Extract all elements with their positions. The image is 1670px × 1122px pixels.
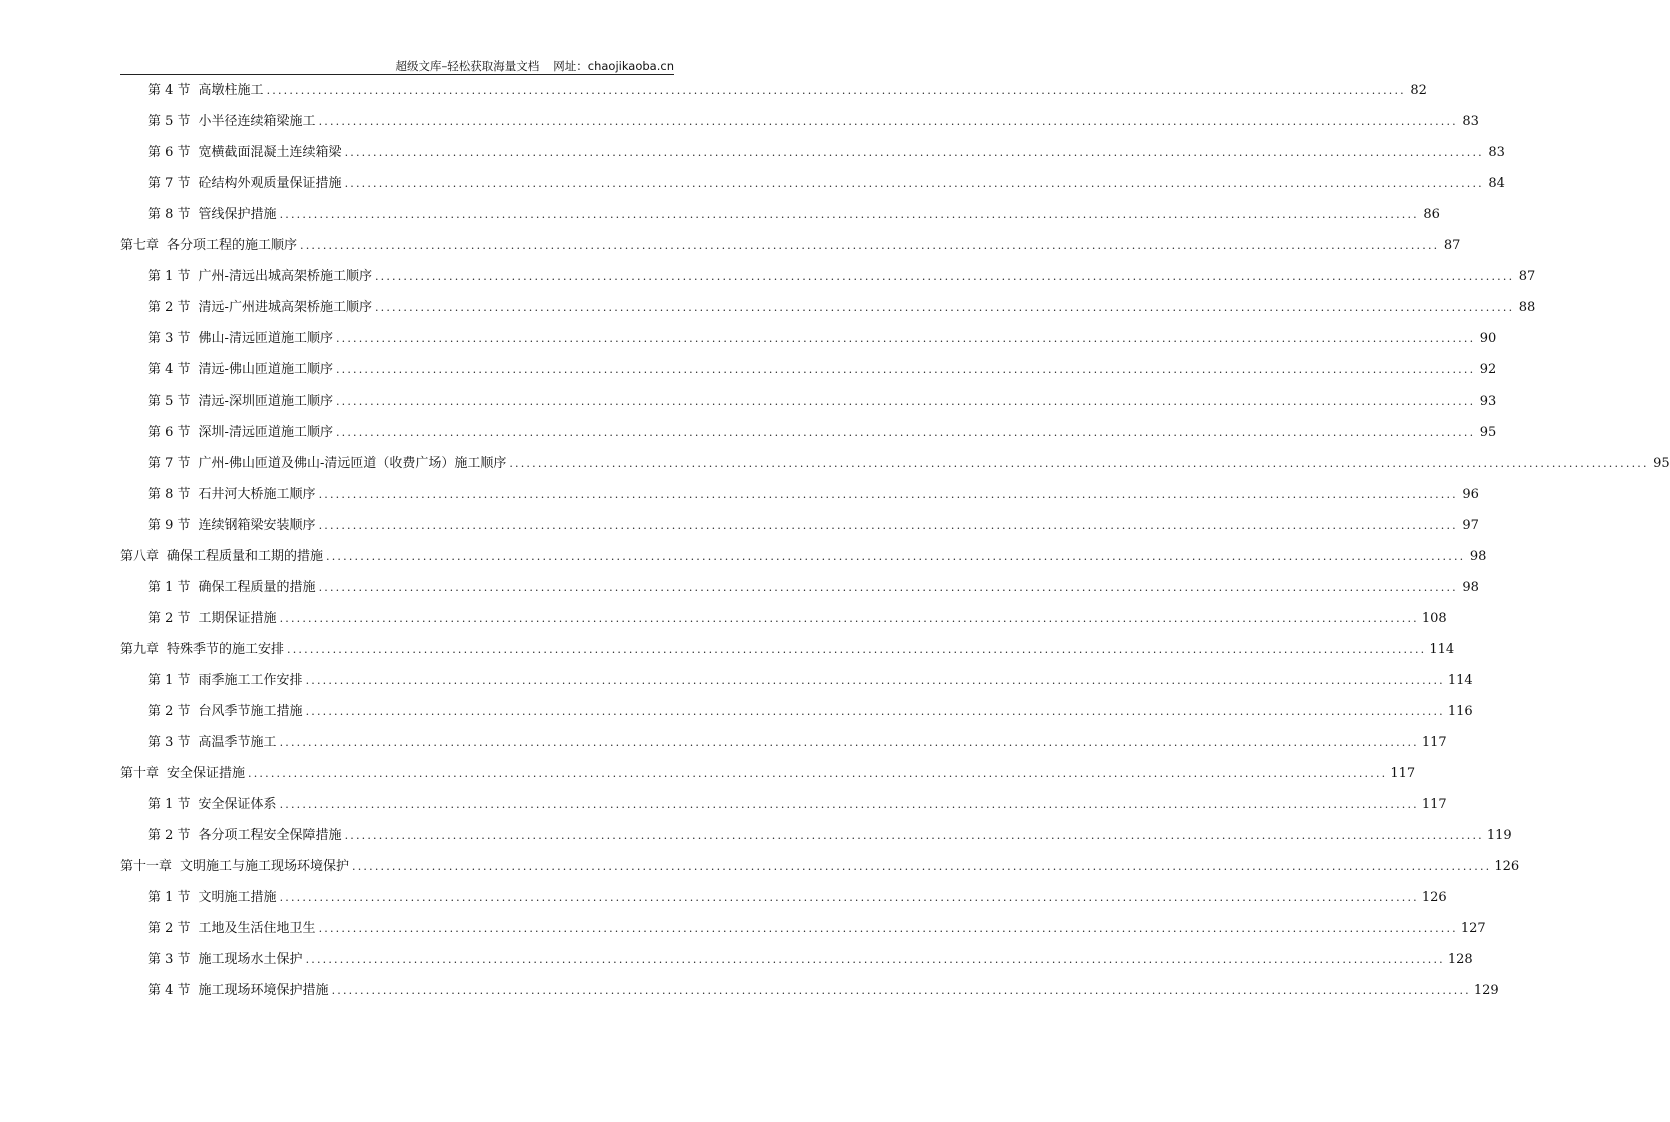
toc-entry-title: 确保工程质量的措施 [198, 579, 316, 595]
toc-entry-title: 小半径连续箱梁施工 [198, 114, 316, 130]
toc-entry-number: 第十一章 [120, 859, 173, 875]
toc-section-entry[interactable] [148, 732, 1447, 754]
toc-page-number: 92 [1479, 362, 1497, 378]
toc-entry-title: 广州-佛山匝道及佛山-清远匝道（收费广场）施工顺序 [198, 455, 507, 471]
toc-entry-title: 清远-深圳匝道施工顺序 [198, 393, 333, 409]
toc-chapter-entry[interactable] [120, 856, 1520, 878]
toc-entry-number: 第 1 节 [148, 269, 191, 285]
toc-entry-title: 广州-清远出城高架桥施工顺序 [198, 269, 372, 285]
toc-section-entry[interactable] [148, 80, 1427, 102]
toc-entry-number: 第 6 节 [148, 145, 191, 161]
header-divider [120, 74, 674, 75]
toc-entry-title: 各分项工程安全保障措施 [198, 828, 342, 844]
toc-entry-title: 雨季施工工作安排 [198, 672, 303, 688]
toc-dot-leader: ........................................................................................................................................................................................................ [279, 736, 1419, 750]
toc-page-number: 95 [1653, 455, 1670, 471]
toc-section-entry[interactable] [148, 825, 1512, 847]
toc-entry-number: 第 1 节 [148, 579, 191, 595]
toc-page-number: 117 [1421, 797, 1447, 813]
toc-section-entry[interactable] [148, 142, 1505, 164]
toc-entry-title: 工期保证措施 [198, 610, 277, 626]
toc-dot-leader: ........................................................................................................................................................................................................ [287, 642, 1427, 656]
toc-entry-number: 第 3 节 [148, 331, 191, 347]
toc-entry-title: 特殊季节的施工安排 [167, 641, 285, 657]
toc-page-number: 126 [1421, 890, 1447, 906]
header-site-name: 超级文库–轻松获取海量文档 [395, 59, 540, 73]
toc-entry-number: 第 9 节 [148, 517, 191, 533]
toc-entry-number: 第 5 节 [148, 393, 191, 409]
toc-page-number: 98 [1462, 579, 1479, 595]
toc-section-entry[interactable] [148, 577, 1479, 599]
toc-entry-number: 第 1 节 [148, 672, 191, 688]
toc-entry-title: 石井河大桥施工顺序 [198, 486, 316, 502]
toc-entry-number: 第 2 节 [148, 704, 191, 719]
toc-section-entry[interactable] [148, 701, 1473, 723]
toc-dot-leader: ........................................................................................................................................................................................................ [374, 270, 1515, 284]
toc-entry-title: 各分项工程的施工顺序 [167, 238, 298, 254]
toc-dot-leader: ........................................................................................................................................................................................................ [318, 922, 1458, 936]
toc-chapter-entry[interactable] [120, 235, 1461, 257]
toc-section-entry[interactable] [148, 794, 1447, 816]
toc-dot-leader: ........................................................................................................................................................................................................ [318, 518, 1458, 532]
toc-page-number: 83 [1488, 145, 1505, 161]
toc-page-number: 84 [1488, 176, 1505, 192]
toc-entry-title: 安全保证措施 [167, 766, 246, 782]
toc-entry-number: 第 8 节 [148, 486, 191, 502]
page-header [120, 58, 674, 74]
toc-page-number: 97 [1462, 517, 1479, 533]
toc-entry-title: 高墩柱施工 [198, 83, 264, 98]
toc-entry-title: 工地及生活住地卫生 [198, 921, 316, 937]
toc-section-entry[interactable] [148, 266, 1536, 288]
toc-section-entry[interactable] [148, 297, 1536, 319]
toc-dot-leader: ........................................................................................................................................................................................................ [279, 611, 1419, 625]
toc-entry-number: 第十章 [120, 766, 160, 782]
toc-entry-number: 第 7 节 [148, 176, 191, 192]
toc-page-number: 126 [1494, 859, 1520, 875]
toc-page-number: 98 [1469, 548, 1487, 564]
toc-dot-leader: ........................................................................................................................................................................................................ [248, 767, 1388, 781]
toc-section-entry[interactable] [148, 949, 1473, 971]
toc-entry-title: 深圳-清远匝道施工顺序 [198, 424, 333, 440]
toc-entry-number: 第 6 节 [148, 424, 191, 440]
toc-dot-leader: ........................................................................................................................................................................................................ [279, 208, 1419, 222]
toc-page-number: 119 [1486, 828, 1512, 844]
toc-dot-leader: ........................................................................................................................................................................................................ [335, 425, 1476, 439]
toc-section-entry[interactable] [148, 608, 1447, 630]
header-url-label: 网址： [553, 59, 588, 73]
toc-dot-leader: ........................................................................................................................................................................................................ [305, 953, 1445, 967]
toc-page-number: 129 [1473, 983, 1499, 999]
toc-chapter-entry[interactable] [120, 639, 1455, 661]
toc-dot-leader: ........................................................................................................................................................................................................ [279, 891, 1419, 905]
toc-entry-number: 第 4 节 [148, 362, 191, 378]
toc-entry-number: 第 8 节 [148, 207, 191, 223]
toc-page-number: 116 [1447, 704, 1473, 719]
toc-dot-leader: ........................................................................................................................................................................................................ [509, 456, 1649, 470]
toc-entry-title: 确保工程质量和工期的措施 [167, 548, 324, 564]
toc-entry-title: 安全保证体系 [198, 797, 277, 813]
toc-entry-title: 文明施工与施工现场环境保护 [180, 859, 350, 875]
toc-section-entry[interactable] [148, 204, 1440, 226]
toc-section-entry[interactable] [148, 453, 1670, 475]
toc-page-number: 87 [1443, 238, 1461, 254]
toc-entry-number: 第 2 节 [148, 828, 191, 844]
toc-dot-leader: ........................................................................................................................................................................................................ [335, 363, 1476, 377]
toc-section-entry[interactable] [148, 670, 1473, 692]
toc-section-entry[interactable] [148, 980, 1499, 1002]
toc-dot-leader: ........................................................................................................................................................................................................ [318, 115, 1458, 129]
toc-page-number: 95 [1479, 424, 1497, 440]
toc-page-number: 86 [1423, 207, 1440, 223]
toc-dot-leader: ........................................................................................................................................................................................................ [344, 829, 1484, 843]
header-url[interactable]: chaojikaoba.cn [587, 59, 674, 73]
toc-section-entry[interactable] [148, 111, 1479, 133]
toc-dot-leader: ........................................................................................................................................................................................................ [300, 239, 1440, 253]
toc-dot-leader: ........................................................................................................................................................................................................ [331, 984, 1471, 998]
toc-section-entry[interactable] [148, 918, 1486, 940]
toc-dot-leader: ........................................................................................................................................................................................................ [305, 673, 1445, 687]
toc-section-entry[interactable] [148, 515, 1479, 537]
toc-entry-number: 第七章 [120, 238, 160, 254]
toc-page-number: 108 [1421, 610, 1447, 626]
toc-entry-title: 台风季节施工措施 [198, 704, 303, 719]
toc-section-entry[interactable] [148, 173, 1505, 195]
toc-dot-leader: ........................................................................................................................................................................................................ [326, 549, 1466, 563]
toc-chapter-entry[interactable] [120, 763, 1416, 785]
toc-entry-number: 第 5 节 [148, 114, 191, 130]
toc-section-entry[interactable] [148, 391, 1497, 413]
toc-section-entry[interactable] [148, 328, 1497, 350]
toc-page-number: 117 [1390, 766, 1416, 782]
toc-section-entry[interactable] [148, 422, 1497, 444]
toc-entry-number: 第 2 节 [148, 610, 191, 626]
toc-page-number: 128 [1447, 952, 1473, 968]
toc-dot-leader: ........................................................................................................................................................................................................ [352, 860, 1492, 874]
toc-section-entry[interactable] [148, 359, 1497, 381]
toc-entry-title: 施工现场环境保护措施 [198, 983, 329, 999]
toc-entry-title: 连续钢箱梁安装顺序 [198, 517, 316, 533]
toc-page-number: 87 [1518, 269, 1536, 285]
toc-dot-leader: ........................................................................................................................................................................................................ [335, 394, 1476, 408]
toc-chapter-entry[interactable] [120, 546, 1487, 568]
toc-page-number: 83 [1462, 114, 1479, 130]
toc-entry-title: 施工现场水土保护 [198, 952, 303, 968]
toc-entry-title: 宽横截面混凝土连续箱梁 [198, 145, 342, 161]
toc-entry-number: 第 7 节 [148, 455, 191, 471]
toc-entry-number: 第 2 节 [148, 921, 191, 937]
toc-entry-title: 清远-广州进城高架桥施工顺序 [198, 300, 372, 316]
toc-dot-leader: ........................................................................................................................................................................................................ [318, 580, 1458, 594]
toc-dot-leader: ........................................................................................................................................................................................................ [318, 487, 1458, 501]
toc-page-number: 88 [1518, 300, 1536, 316]
toc-section-entry[interactable] [148, 484, 1479, 506]
toc-entry-number: 第 3 节 [148, 952, 191, 968]
toc-page-number: 96 [1462, 486, 1479, 502]
toc-entry-number: 第 4 节 [148, 83, 191, 98]
toc-entry-number: 第 3 节 [148, 735, 191, 751]
toc-page-number: 117 [1421, 735, 1447, 751]
toc-page-number: 114 [1429, 641, 1455, 657]
toc-entry-number: 第九章 [120, 641, 160, 657]
toc-entry-title: 佛山-清远匝道施工顺序 [198, 331, 333, 347]
toc-dot-leader: ........................................................................................................................................................................................................ [305, 705, 1445, 718]
toc-entry-number: 第 4 节 [148, 983, 191, 999]
toc-section-entry[interactable] [148, 887, 1447, 909]
toc-page-number: 90 [1479, 331, 1497, 347]
toc-dot-leader: ........................................................................................................................................................................................................ [279, 798, 1419, 812]
toc-dot-leader: ........................................................................................................................................................................................................ [374, 301, 1515, 315]
toc-dot-leader: ........................................................................................................................................................................................................ [344, 177, 1484, 191]
toc-entry-title: 管线保护措施 [198, 207, 277, 223]
toc-page-number: 93 [1479, 393, 1497, 409]
toc-page-number: 114 [1447, 672, 1473, 688]
toc-dot-leader: ........................................................................................................................................................................................................ [335, 332, 1476, 346]
toc-page-number: 127 [1460, 921, 1486, 937]
toc-entry-number: 第 2 节 [148, 300, 191, 316]
toc-entry-number: 第 1 节 [148, 890, 191, 906]
toc-dot-leader: ........................................................................................................................................................................................................ [344, 146, 1484, 160]
toc-entry-title: 清远-佛山匝道施工顺序 [198, 362, 333, 378]
toc-dot-leader: ........................................................................................................................................................................................................ [266, 84, 1406, 97]
toc-entry-title: 高温季节施工 [198, 735, 277, 751]
toc-entry-number: 第八章 [120, 548, 160, 564]
toc-entry-title: 砼结构外观质量保证措施 [198, 176, 342, 192]
toc-entry-number: 第 1 节 [148, 797, 191, 813]
toc-page-number: 82 [1410, 83, 1427, 98]
toc-entry-title: 文明施工措施 [198, 890, 277, 906]
